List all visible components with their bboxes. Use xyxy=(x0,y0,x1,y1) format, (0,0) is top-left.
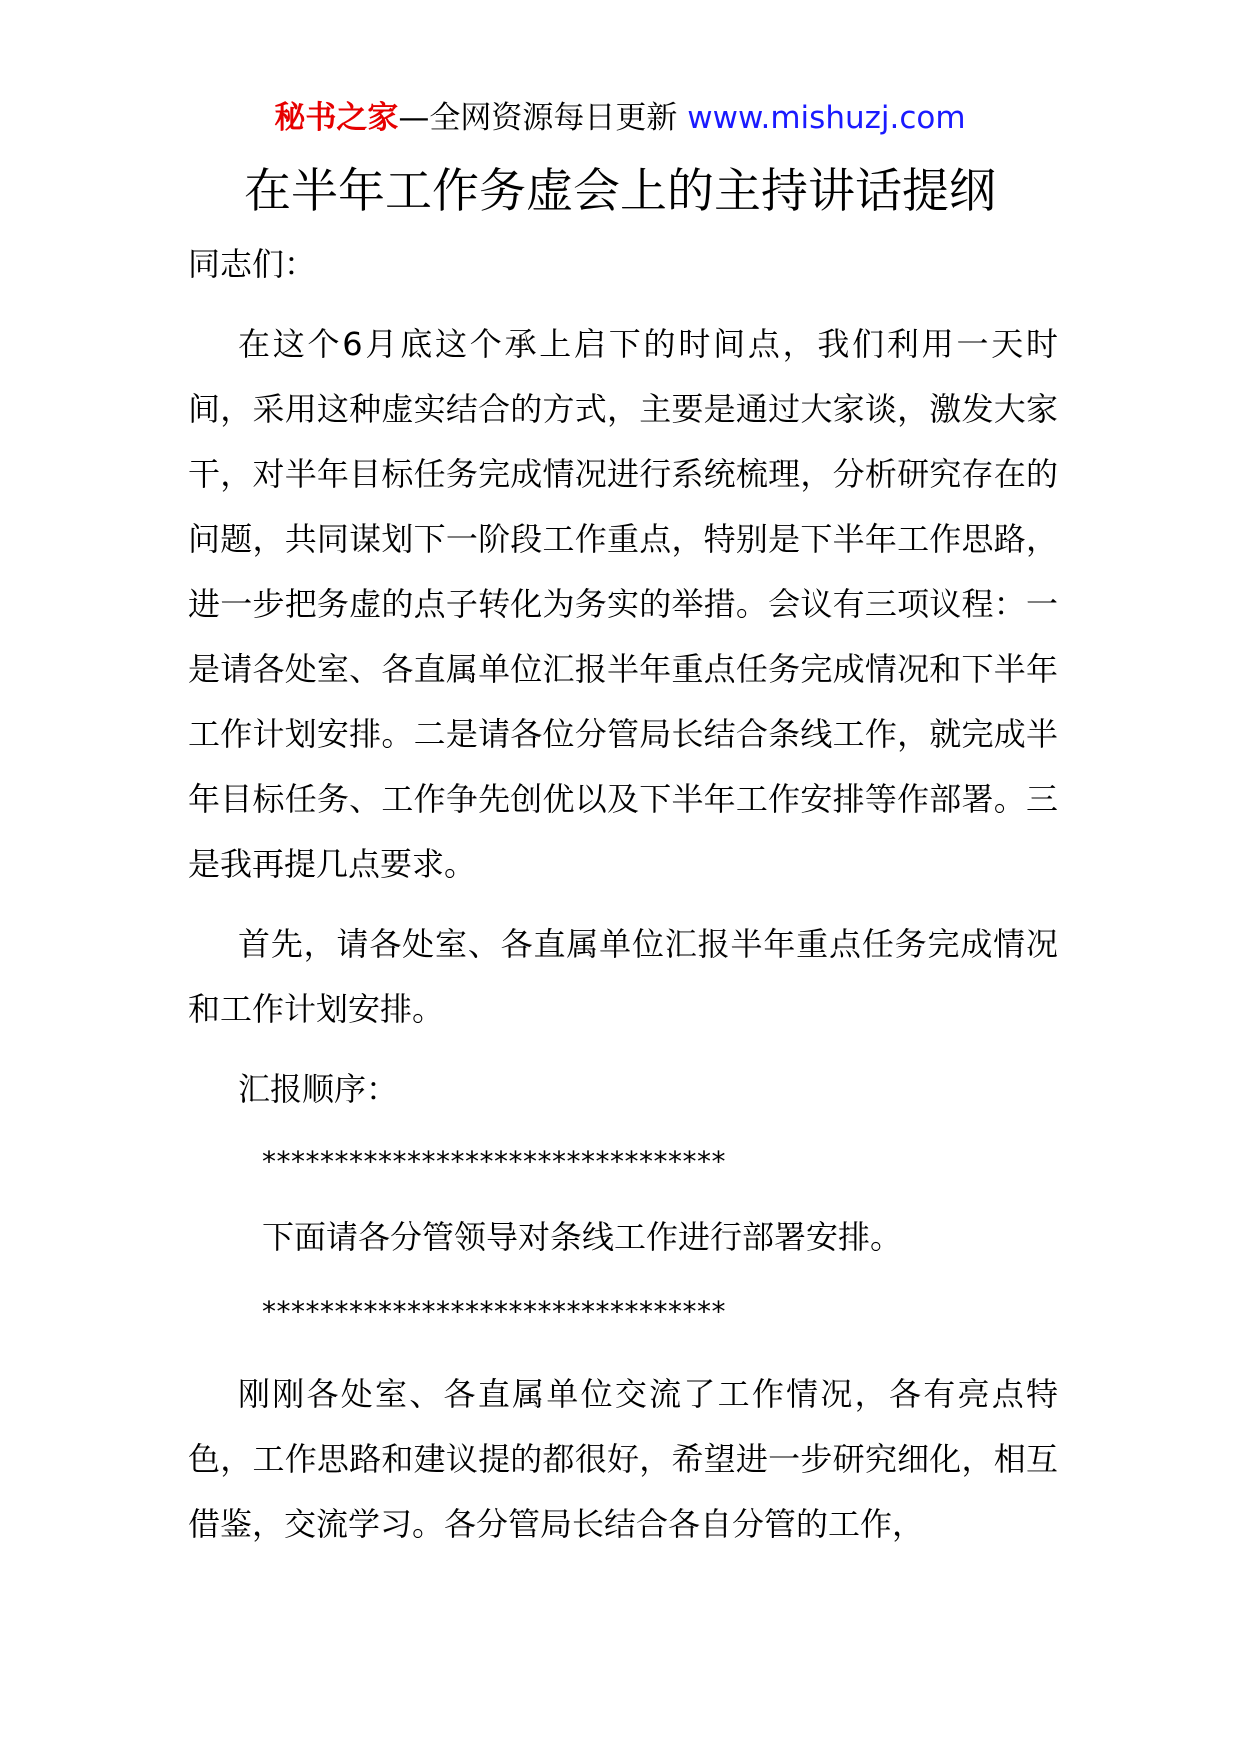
salutation: 同志们： xyxy=(188,245,317,283)
paragraph-first-agenda: 首先，请各处室、各直属单位汇报半年重点任务完成情况和工作计划安排。 xyxy=(188,925,1058,1028)
asterisk-separator: ******************************** xyxy=(262,1145,726,1178)
report-order-label: 汇报顺序： xyxy=(238,1070,399,1108)
leaders-instruction: 下面请各分管领导对条线工作进行部署安排。 xyxy=(262,1218,903,1256)
header-tagline: —全网资源每日更新 xyxy=(398,100,678,136)
paragraph-summary: 刚刚各处室、各直属单位交流了工作情况，各有亮点特色，工作思路和建议提的都很好，希望进一步研究细化，相互借鉴，交流学习。各分管局长结合各自分管的工作， xyxy=(188,1375,1058,1543)
paragraph-intro: 在这个6月底这个承上启下的时间点，我们利用一天时间，采用这种虚实结合的方式，主要是通过大家谈，激发大家干，对半年目标任务完成情况进行系统梳理，分析研究存在的问题，共同谋划下一阶段工作重点，特别是下半年工作思路，进一步把务虚的点子转化为务实的举措。会议有三项议程：一是请各处室、各直属单位汇报半年重点任务完成情况和下半年工作计划安排。二是请各位分管局长结合条线工作，就完成半年目标任务、工作争先创优以及下半年工作安排等作部署。三是我再提几点要求。 xyxy=(188,325,1058,883)
site-url[interactable]: www.mishuzj.com xyxy=(687,100,966,136)
document-body xyxy=(188,232,1058,1572)
document-title: 在半年工作务虚会上的主持讲话提纲 xyxy=(244,164,996,219)
asterisk-separator: ******************************** xyxy=(262,1295,726,1328)
site-header xyxy=(0,98,1240,138)
brand-name: 秘书之家 xyxy=(274,100,399,136)
